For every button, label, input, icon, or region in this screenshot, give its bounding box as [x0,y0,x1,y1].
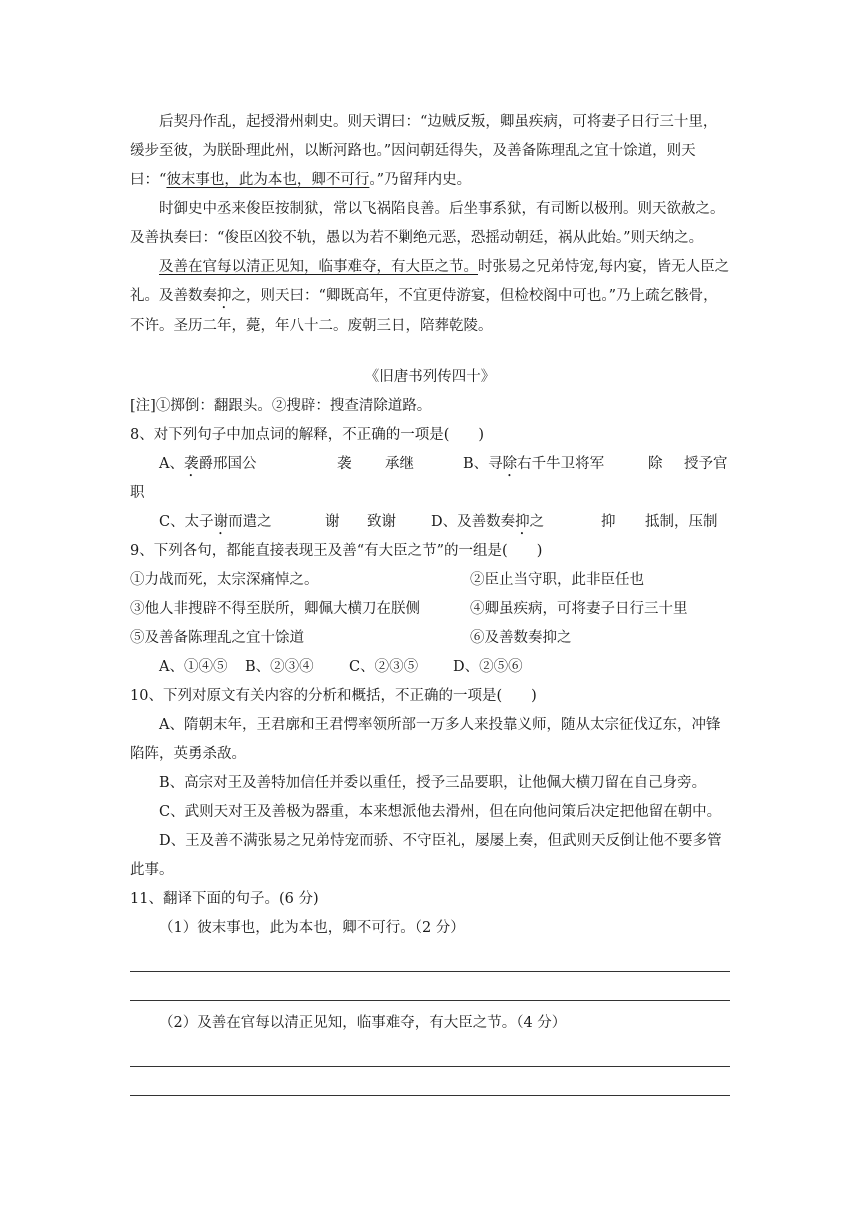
option-word: 谢 [325,514,340,530]
option-label: C、太子 [159,514,214,530]
answer-option: C、②③⑤ [349,659,419,675]
list-item: ①力战而死，太宗深痛悼之。 [130,572,319,588]
question-11-sentence-2: （2）及善在官每以清正见知，临事难夺，有大臣之节。（4 分） [159,1015,567,1031]
option-label: B、寻 [463,456,503,472]
question-11-stem: 11、翻译下面的句子。(6 分) [130,891,319,907]
passage-text: 之，则天曰：“卿既高年，不宜更侍游宴，但检校阁中可也。”乃上疏乞骸骨，不许。圣历二年，薨，年八十二。废朝三日，陪葬乾陵。 [130,288,718,334]
answer-option: A、①④⑤ [159,659,228,675]
list-item: ⑥及善数奏抑之 [470,630,572,646]
answer-line[interactable] [130,972,730,1001]
option-text: 爵邢国公 [198,456,257,472]
list-item: ③他人非搜辟不得至朕所，卿佩大横刀在朕侧 [130,601,420,617]
answer-line[interactable] [130,1038,730,1067]
option-text: 右千牛卫将军 [517,456,605,472]
question-10-option-d: D、王及善不满张易之兄弟恃宠而骄、不守臣礼，屡屡上奏，但武则天反倒让他不要多管此事。 [130,833,722,878]
option-meaning: 抵制，压制 [645,514,718,530]
passage-text: 时张易之兄弟恃宠,每内宴，皆无人臣之礼。及善数奏 [130,259,730,304]
dotted-word: 谢 [213,514,229,530]
passage-text: 。”乃留拜内史。 [369,172,472,188]
passage-text: 后契丹作乱，起授滑州刺史。则天谓曰：“边贼反叛，卿虽疾病，可将妻子日行三十里，缓步至彼，为朕卧理此州，以断河路也。”因问朝廷得失，及善备陈理乱之宜十馀道，则天曰：“ [130,114,718,188]
dotted-word: 袭 [183,456,199,472]
question-11-sentence-1: （1）彼末事也，此为本也，卿不可行。（2 分） [159,920,465,936]
dotted-word: 除 [502,456,518,472]
question-10-option-b: B、高宗对王及善特加信任并委以重任，授予三品要职，让他佩大横刀留在自己身旁。 [159,775,707,791]
question-9-stem: 9、下列各句，都能直接表现王及善“有大臣之节”的一组是( ) [130,543,543,559]
passage-paragraph-1 [130,108,730,195]
dotted-word: 抑 [217,288,232,304]
source-citation: 《旧唐书列传四十》 [364,369,496,385]
underlined-sentence-1: 彼末事也，此为本也，卿不可行 [166,172,370,188]
answer-option: D、②⑤⑥ [453,659,523,675]
question-8-continuation: 职 [130,485,145,501]
passage-paragraph-2: 时御史中丞来俊臣按制狱，常以飞祸陷良善。后坐事系狱，有司断以极刑。则天欲赦之。及善执奏曰：“俊臣凶狡不轨，愚以为若不剿绝元恶，恐摇动朝廷，祸从此始。”则天纳之。 [130,201,725,246]
list-item: ④卿虽疾病，可将妻子日行三十里 [470,601,688,617]
option-meaning: 承继 [385,456,414,472]
answer-line[interactable] [130,943,730,972]
dotted-word: 抑 [515,514,530,530]
document-page [130,108,730,1096]
option-meaning: 致谢 [367,514,396,530]
question-10-option-c: C、武则天对王及善极为器重，本来想派他去滑州，但在向他问策后决定把他留在朝中。 [159,804,722,820]
answer-line[interactable] [130,1067,730,1096]
footnote: [注]①掷倒：翻跟头。②搜辟：搜查清除道路。 [130,398,432,414]
question-8-options-ab [130,450,730,479]
option-text: 而遣之 [228,514,272,530]
list-item: ②臣止当守职，此非臣任也 [470,572,644,588]
question-9-options [130,653,730,682]
option-word: 抑 [601,514,616,530]
question-10-option-a: A、隋朝末年，王君廓和王君愕率领所部一万多人来投靠义师，随从太宗征伐辽东，冲锋陷阵，英勇杀敌。 [130,717,721,762]
option-label: A、 [159,456,184,472]
option-meaning: 授予官 [684,456,728,472]
answer-option: B、②③④ [245,659,314,675]
question-8-stem: 8、对下列句子中加点词的解释，不正确的一项是( ) [130,427,485,443]
list-item: ⑤及善备陈理乱之宜十馀道 [130,630,304,646]
underlined-sentence-2: 及善在官每以清正见知，临事难夺，有大臣之节。 [159,259,478,275]
option-word: 袭 [337,456,352,472]
option-word: 除 [648,456,663,472]
question-8-options-cd [130,508,730,537]
option-label: D、及善数奏 [431,514,516,530]
option-text: 之 [529,514,545,530]
question-10-stem: 10、下列对原文有关内容的分析和概括，不正确的一项是( ) [130,688,537,704]
question-9-items-row [130,566,730,595]
question-9-items-row [130,624,730,653]
passage-paragraph-3 [130,253,730,341]
question-9-items-row [130,595,730,624]
